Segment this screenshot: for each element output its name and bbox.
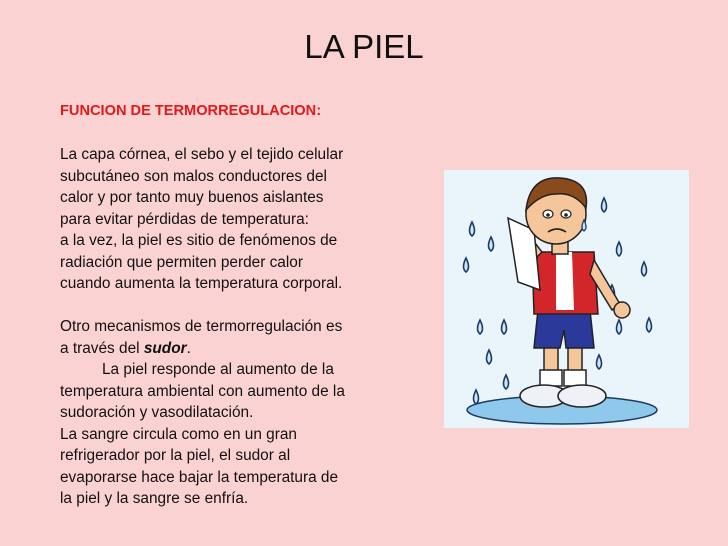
- body-line: subcutáneo son malos conductores del: [60, 167, 327, 185]
- body-line: La piel responde al aumento de la: [102, 361, 334, 378]
- body-line: evaporarse hace bajar la temperatura de: [60, 468, 339, 486]
- body-line: temperatura ambiental con aumento de la: [60, 382, 345, 400]
- body-line: a la vez, la piel es sitio de fenómenos de: [60, 232, 338, 249]
- body-line-sudor: [60, 338, 405, 360]
- body-line: radiación que permiten perder calor: [60, 253, 303, 271]
- spacer: [60, 295, 405, 317]
- slide-title: LA PIEL: [304, 28, 424, 65]
- body-line: calor y por tanto muy buenos aislantes: [60, 189, 324, 206]
- body-text-fragment: .: [186, 339, 191, 357]
- body-line: La capa córnea, el sebo y el tejido celular: [60, 146, 344, 163]
- body-line: refrigerador por la piel, el sudor al: [60, 447, 291, 464]
- spacer: [60, 123, 405, 145]
- body-line: La sangre circula como en un gran: [60, 425, 297, 443]
- body-text-fragment: a través del: [60, 339, 144, 357]
- body-line: Otro mecanismos de termorregulación es: [60, 318, 343, 335]
- body-line: cuando aumenta la temperatura corporal.: [60, 275, 343, 292]
- body-line: la piel y la sangre se enfría.: [60, 490, 249, 507]
- sweating-boy-icon: [444, 170, 689, 428]
- section-heading: FUNCION DE TERMORREGULACION:: [60, 103, 322, 119]
- body-text: [60, 101, 405, 510]
- body-line: sudoración y vasodilatación.: [60, 404, 254, 421]
- emphasis-sudor: sudor: [143, 339, 187, 357]
- body-line: para evitar pérdidas de temperatura:: [60, 210, 309, 228]
- sweating-boy-illustration: [444, 170, 689, 428]
